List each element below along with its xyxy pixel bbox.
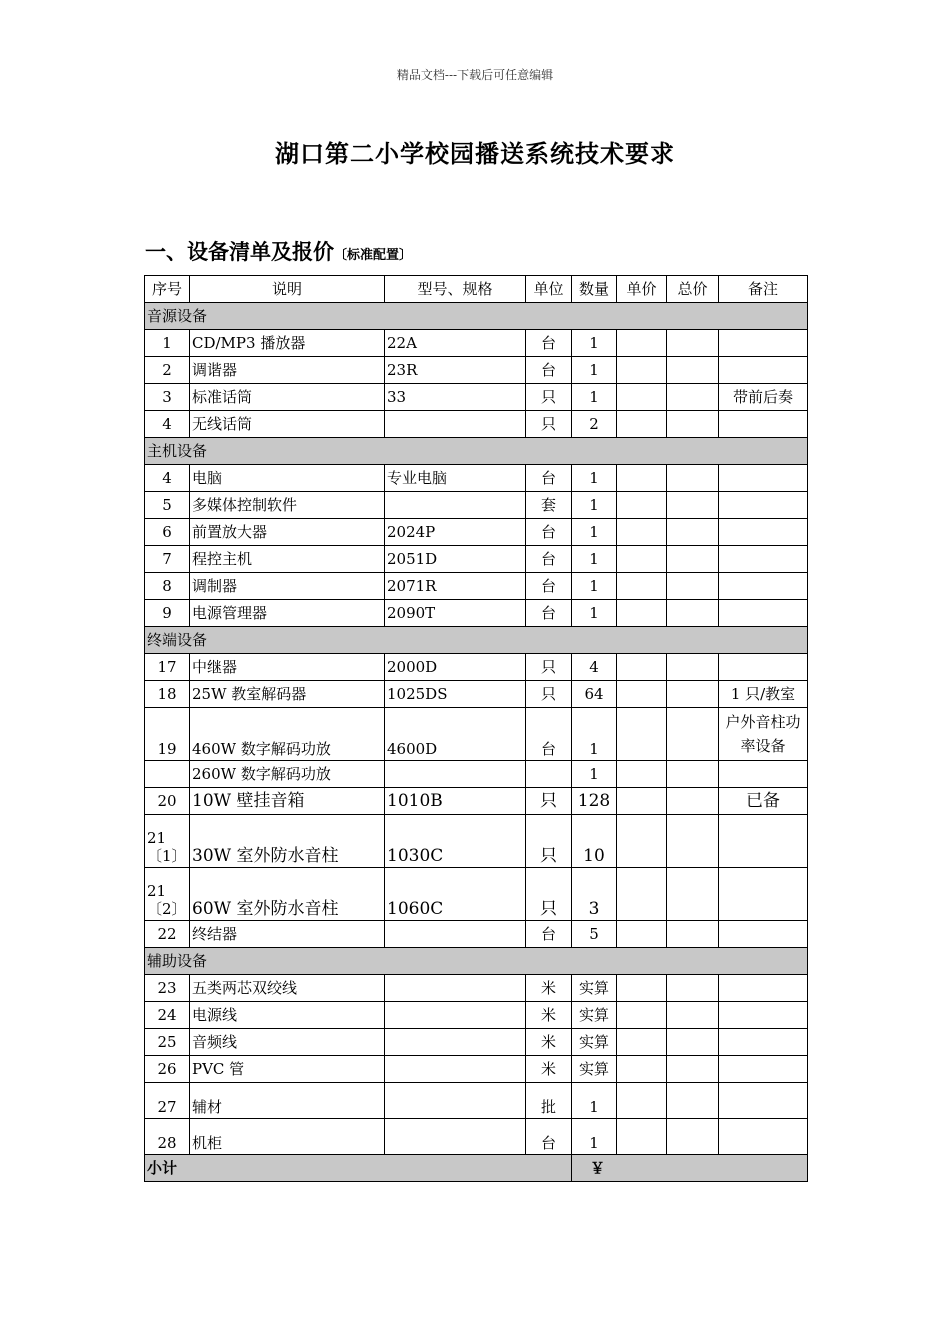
cell-total (667, 815, 719, 868)
cell-no: 6 (145, 519, 190, 546)
section-heading-text: 一、设备清单及报价 (145, 240, 334, 264)
group-row (145, 627, 808, 654)
table-row (145, 1056, 808, 1083)
cell-qty: 10 (572, 815, 617, 868)
cell-total (667, 1083, 719, 1119)
cell-model (385, 411, 526, 438)
cell-no: 21〔2〕 (145, 868, 190, 921)
table-row (145, 411, 808, 438)
cell-desc: 25W 教室解码器 (190, 681, 385, 708)
cell-desc: 260W 数字解码功放 (190, 761, 385, 788)
table-row (145, 1002, 808, 1029)
cell-unit: 台 (526, 330, 572, 357)
cell-no: 25 (145, 1029, 190, 1056)
group-label: 音源设备 (145, 303, 808, 330)
cell-total (667, 573, 719, 600)
cell-unit: 台 (526, 600, 572, 627)
cell-no: 19 (145, 708, 190, 761)
cell-remark (719, 1119, 808, 1155)
cell-remark (719, 546, 808, 573)
cell-qty: 1 (572, 1119, 617, 1155)
cell-remark: 已备 (719, 788, 808, 815)
cell-total (667, 411, 719, 438)
table-row (145, 546, 808, 573)
cell-total (667, 1029, 719, 1056)
cell-model (385, 1056, 526, 1083)
cell-qty: 2 (572, 411, 617, 438)
cell-qty: 实算 (572, 1029, 617, 1056)
cell-no: 17 (145, 654, 190, 681)
col-header-model: 型号、规格 (385, 276, 526, 303)
cell-unit: 米 (526, 1056, 572, 1083)
cell-desc: 460W 数字解码功放 (190, 708, 385, 761)
cell-unit: 台 (526, 519, 572, 546)
cell-desc: 无线话筒 (190, 411, 385, 438)
cell-unit: 台 (526, 357, 572, 384)
table-row (145, 330, 808, 357)
cell-remark (719, 868, 808, 921)
cell-qty: 实算 (572, 1002, 617, 1029)
cell-remark (719, 600, 808, 627)
cell-price (617, 411, 667, 438)
table-row (145, 921, 808, 948)
cell-qty: 1 (572, 492, 617, 519)
cell-qty: 1 (572, 708, 617, 761)
group-row (145, 438, 808, 465)
cell-qty: 1 (572, 330, 617, 357)
cell-remark (719, 357, 808, 384)
cell-total (667, 975, 719, 1002)
cell-no: 23 (145, 975, 190, 1002)
group-label: 主机设备 (145, 438, 808, 465)
cell-model: 23R (385, 357, 526, 384)
cell-model (385, 1119, 526, 1155)
cell-model: 1010B (385, 788, 526, 815)
cell-qty: 实算 (572, 1056, 617, 1083)
cell-total (667, 921, 719, 948)
equipment-table (144, 275, 808, 1182)
cell-price (617, 357, 667, 384)
cell-price (617, 1056, 667, 1083)
table-row (145, 492, 808, 519)
cell-remark (719, 1029, 808, 1056)
col-header-desc: 说明 (190, 276, 385, 303)
cell-price (617, 519, 667, 546)
cell-no: 21〔1〕 (145, 815, 190, 868)
cell-model: 2071R (385, 573, 526, 600)
cell-no: 27 (145, 1083, 190, 1119)
cell-unit: 只 (526, 681, 572, 708)
cell-desc: 中继器 (190, 654, 385, 681)
cell-remark (719, 815, 808, 868)
col-header-unit: 单位 (526, 276, 572, 303)
cell-desc: 辅材 (190, 1083, 385, 1119)
cell-no: 28 (145, 1119, 190, 1155)
table-row (145, 788, 808, 815)
table-header-row (145, 276, 808, 303)
cell-no (145, 761, 190, 788)
group-label: 辅助设备 (145, 948, 808, 975)
cell-price (617, 546, 667, 573)
cell-desc: 电源管理器 (190, 600, 385, 627)
cell-unit: 批 (526, 1083, 572, 1119)
cell-unit: 米 (526, 975, 572, 1002)
cell-total (667, 868, 719, 921)
cell-no: 22 (145, 921, 190, 948)
table-row (145, 654, 808, 681)
cell-price (617, 708, 667, 761)
col-header-no: 序号 (145, 276, 190, 303)
cell-no: 5 (145, 492, 190, 519)
cell-desc: 调谐器 (190, 357, 385, 384)
cell-remark (719, 654, 808, 681)
cell-unit: 只 (526, 654, 572, 681)
cell-price (617, 975, 667, 1002)
cell-model: 22A (385, 330, 526, 357)
cell-unit: 只 (526, 384, 572, 411)
cell-remark (719, 519, 808, 546)
cell-remark (719, 492, 808, 519)
cell-model (385, 761, 526, 788)
table-row (145, 1083, 808, 1119)
table-row (145, 1119, 808, 1155)
cell-qty: 64 (572, 681, 617, 708)
cell-price (617, 815, 667, 868)
cell-total (667, 708, 719, 761)
cell-no: 26 (145, 1056, 190, 1083)
cell-desc: 程控主机 (190, 546, 385, 573)
cell-no: 18 (145, 681, 190, 708)
cell-qty: 128 (572, 788, 617, 815)
cell-total (667, 681, 719, 708)
cell-price (617, 384, 667, 411)
subtotal-row (145, 1155, 808, 1182)
cell-price (617, 600, 667, 627)
cell-unit: 台 (526, 708, 572, 761)
cell-desc: 电脑 (190, 465, 385, 492)
cell-no: 4 (145, 465, 190, 492)
section-heading (145, 236, 412, 266)
cell-price (617, 788, 667, 815)
cell-unit: 米 (526, 1029, 572, 1056)
cell-unit: 台 (526, 573, 572, 600)
cell-desc: 标准话筒 (190, 384, 385, 411)
cell-qty: 5 (572, 921, 617, 948)
cell-model: 2051D (385, 546, 526, 573)
col-header-total: 总价 (667, 276, 719, 303)
cell-remark (719, 1056, 808, 1083)
cell-remark (719, 1002, 808, 1029)
cell-unit: 台 (526, 465, 572, 492)
col-header-remark: 备注 (719, 276, 808, 303)
table-row (145, 573, 808, 600)
cell-no: 3 (145, 384, 190, 411)
page-watermark: 精品文档---下载后可任意编辑 (396, 68, 554, 82)
cell-total (667, 1119, 719, 1155)
section-subheading: 〔标准配置〕 (334, 248, 413, 263)
cell-no: 1 (145, 330, 190, 357)
cell-total (667, 788, 719, 815)
cell-qty: 1 (572, 600, 617, 627)
cell-total (667, 357, 719, 384)
cell-qty: 3 (572, 868, 617, 921)
cell-remark: 户外音柱功率设备 (719, 708, 808, 761)
cell-unit: 米 (526, 1002, 572, 1029)
cell-unit: 只 (526, 868, 572, 921)
group-label: 终端设备 (145, 627, 808, 654)
cell-desc: 音频线 (190, 1029, 385, 1056)
cell-desc: 60W 室外防水音柱 (190, 868, 385, 921)
cell-remark (719, 921, 808, 948)
cell-unit (526, 761, 572, 788)
cell-model (385, 921, 526, 948)
table-row (145, 600, 808, 627)
subtotal-label: 小计 (145, 1155, 572, 1182)
table-row (145, 761, 808, 788)
cell-price (617, 1002, 667, 1029)
cell-remark (719, 1083, 808, 1119)
col-header-qty: 数量 (572, 276, 617, 303)
cell-price (617, 573, 667, 600)
cell-model (385, 492, 526, 519)
cell-price (617, 330, 667, 357)
group-row (145, 948, 808, 975)
table-row (145, 868, 808, 921)
cell-unit: 只 (526, 411, 572, 438)
table-row (145, 357, 808, 384)
cell-model: 2090T (385, 600, 526, 627)
cell-total (667, 761, 719, 788)
cell-total (667, 1002, 719, 1029)
cell-price (617, 921, 667, 948)
table-row (145, 1029, 808, 1056)
table-row (145, 708, 808, 761)
cell-price (617, 1083, 667, 1119)
cell-model (385, 1002, 526, 1029)
cell-model: 2000D (385, 654, 526, 681)
cell-desc: CD/MP3 播放器 (190, 330, 385, 357)
cell-desc: 多媒体控制软件 (190, 492, 385, 519)
cell-desc: 机柜 (190, 1119, 385, 1155)
cell-model (385, 1083, 526, 1119)
cell-model (385, 1029, 526, 1056)
cell-remark (719, 761, 808, 788)
document-title: 湖口第二小学校园播送系统技术要求 (275, 140, 675, 168)
cell-unit: 台 (526, 1119, 572, 1155)
group-row (145, 303, 808, 330)
cell-no: 2 (145, 357, 190, 384)
cell-qty: 1 (572, 357, 617, 384)
cell-remark (719, 465, 808, 492)
cell-total (667, 600, 719, 627)
cell-model: 33 (385, 384, 526, 411)
cell-total (667, 492, 719, 519)
cell-remark: 带前后奏 (719, 384, 808, 411)
cell-price (617, 1119, 667, 1155)
cell-no: 24 (145, 1002, 190, 1029)
cell-unit: 套 (526, 492, 572, 519)
cell-remark: 1 只/教室 (719, 681, 808, 708)
cell-model: 4600D (385, 708, 526, 761)
cell-price (617, 465, 667, 492)
cell-model: 1060C (385, 868, 526, 921)
cell-total (667, 1056, 719, 1083)
cell-unit: 只 (526, 788, 572, 815)
cell-total (667, 654, 719, 681)
cell-no: 7 (145, 546, 190, 573)
table-row (145, 815, 808, 868)
cell-remark (719, 975, 808, 1002)
cell-desc: 电源线 (190, 1002, 385, 1029)
cell-total (667, 330, 719, 357)
table-row (145, 519, 808, 546)
cell-qty: 1 (572, 761, 617, 788)
cell-qty: 1 (572, 1083, 617, 1119)
cell-price (617, 868, 667, 921)
cell-total (667, 546, 719, 573)
table-row (145, 465, 808, 492)
cell-price (617, 1029, 667, 1056)
cell-total (667, 465, 719, 492)
cell-qty: 1 (572, 573, 617, 600)
cell-model: 1025DS (385, 681, 526, 708)
cell-unit: 只 (526, 815, 572, 868)
cell-qty: 1 (572, 546, 617, 573)
cell-desc: 终结器 (190, 921, 385, 948)
cell-remark (719, 330, 808, 357)
subtotal-currency: ￥ (572, 1155, 808, 1182)
cell-price (617, 654, 667, 681)
cell-price (617, 492, 667, 519)
cell-unit: 台 (526, 546, 572, 573)
table-row (145, 384, 808, 411)
cell-no: 20 (145, 788, 190, 815)
cell-no: 4 (145, 411, 190, 438)
cell-desc: 前置放大器 (190, 519, 385, 546)
cell-total (667, 384, 719, 411)
cell-model: 2024P (385, 519, 526, 546)
cell-qty: 1 (572, 384, 617, 411)
cell-qty: 实算 (572, 975, 617, 1002)
table-row (145, 681, 808, 708)
cell-desc: 30W 室外防水音柱 (190, 815, 385, 868)
cell-remark (719, 411, 808, 438)
cell-qty: 1 (572, 465, 617, 492)
cell-no: 8 (145, 573, 190, 600)
cell-price (617, 761, 667, 788)
cell-desc: 调制器 (190, 573, 385, 600)
cell-qty: 1 (572, 519, 617, 546)
cell-model: 1030C (385, 815, 526, 868)
cell-remark (719, 573, 808, 600)
table-row (145, 975, 808, 1002)
cell-model (385, 975, 526, 1002)
cell-no: 9 (145, 600, 190, 627)
cell-price (617, 681, 667, 708)
cell-desc: 10W 壁挂音箱 (190, 788, 385, 815)
cell-total (667, 519, 719, 546)
col-header-price: 单价 (617, 276, 667, 303)
cell-model: 专业电脑 (385, 465, 526, 492)
cell-unit: 台 (526, 921, 572, 948)
cell-desc: 五类两芯双绞线 (190, 975, 385, 1002)
cell-desc: PVC 管 (190, 1056, 385, 1083)
cell-qty: 4 (572, 654, 617, 681)
